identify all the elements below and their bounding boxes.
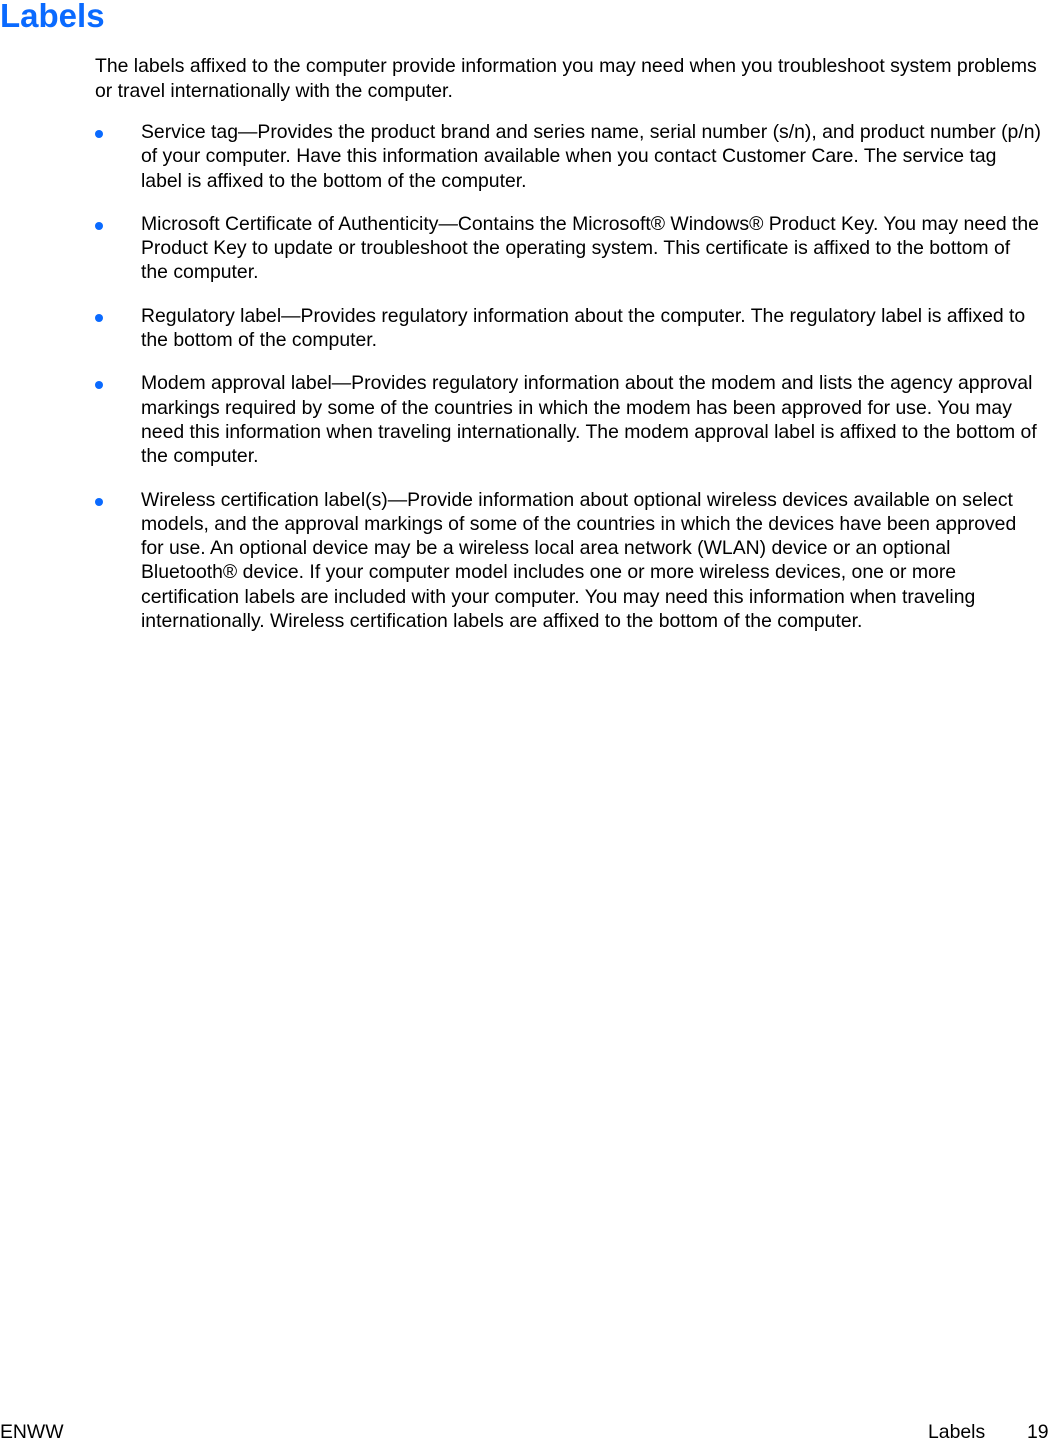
bullet-icon (95, 314, 103, 322)
footer-page-number: 19 (1027, 1421, 1049, 1443)
list-item-certificate-of-authenticity (0, 212, 1041, 285)
list-item-text: Modem approval label—Provides regulatory information about the modem and lists the agency approval markings required by some of the countries in which the modem has been approved for use. You may need this information when traveling internationally. The modem approval label is affixed to the bottom of the computer. (141, 372, 1037, 468)
bullet-icon (95, 130, 103, 138)
labels-list (0, 120, 1050, 652)
list-item-text: Microsoft Certificate of Authenticity—Contains the Microsoft® Windows® Product Key. You may need the Product Key to update or troubleshoot the operating system. This certificate is affixed to the bottom of the computer. (141, 212, 1039, 284)
list-item-modem-approval-label (0, 371, 1041, 468)
list-item-service-tag (0, 120, 1041, 193)
footer-language-code: ENWW (0, 1421, 64, 1443)
list-item-text: Service tag—Provides the product brand and series name, serial number (s/n), and product number (p/n) of your computer. Have this information available when you contact Customer Care. The service tag label is affixed to the bottom of the computer. (141, 121, 1041, 192)
list-item-text: Regulatory label—Provides regulatory information about the computer. The regulatory label is affixed to the bottom of the computer. (141, 304, 1026, 352)
page-title: Labels (0, 0, 105, 34)
footer-section-title: Labels (928, 1421, 986, 1443)
list-item-text: Wireless certification label(s)—Provide information about optional wireless devices available on select models, and the approval markings of some of the countries in which the devices have been approved for use. An optional device may be a wireless local area network (WLAN) device or an optional Bluetooth® device. If your computer model includes one or more wireless devices, one or more certification labels are included with your computer. You may need this information when traveling internationally. Wireless certification labels are affixed to the bottom of the computer. (141, 488, 1017, 633)
bullet-icon (95, 222, 103, 230)
bullet-icon (95, 381, 103, 389)
list-item-wireless-certification-labels (0, 488, 1041, 634)
bullet-icon (95, 498, 103, 506)
list-item-regulatory-label (0, 304, 1041, 353)
intro-paragraph: The labels affixed to the computer provide information you may need when you troubleshoot system problems or travel internationally with the computer. (95, 55, 1037, 102)
